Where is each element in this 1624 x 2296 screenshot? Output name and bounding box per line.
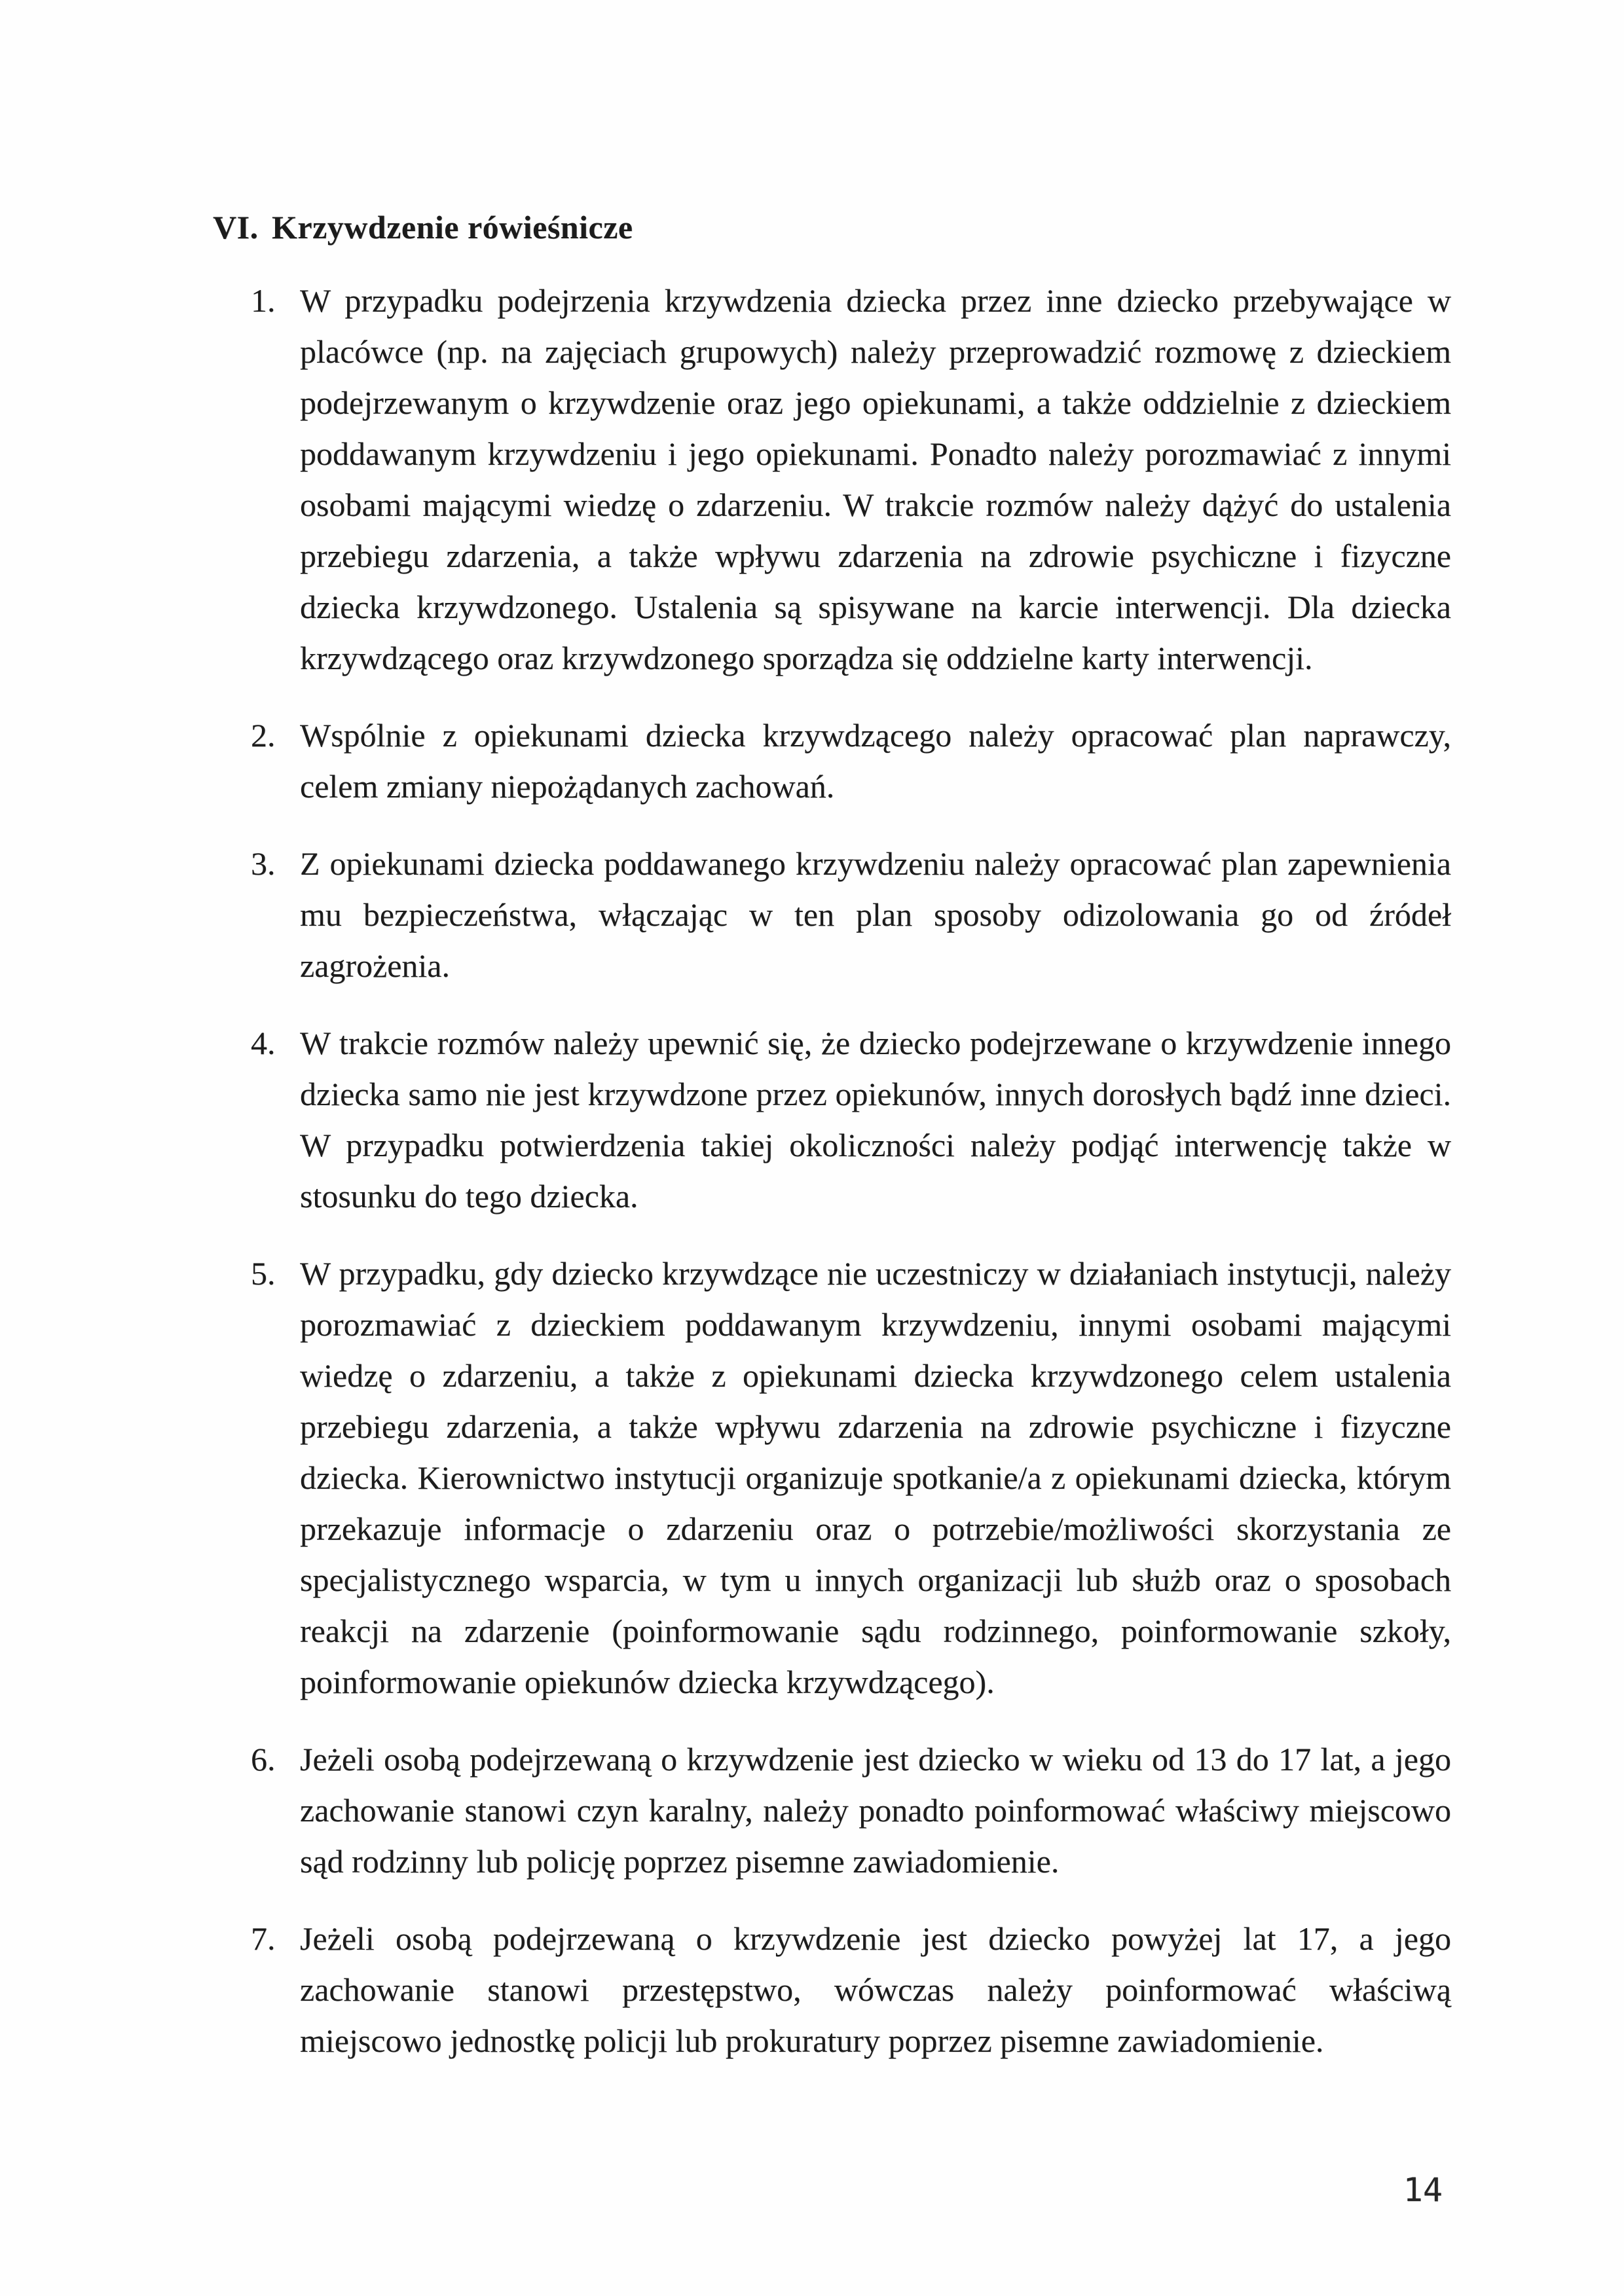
item-text: W przypadku podejrzenia krzywdzenia dziecka przez inne dziecko przebywające w placówce (np. na zajęciach grupowych) należy przeprowadzić rozmowę z dzieckiem podejrzewanym o krzywdzenie oraz jego opiekunami, a także oddzielnie z dzieckiem poddawanym krzywdzeniu i jego opiekunami. Ponadto należy porozmawiać z innymi osobami mającymi wiedzę o zdarzeniu. W trakcie rozmów należy dążyć do ustalenia przebiegu zdarzenia, a także wpływu zdarzenia na zdrowie psychiczne i fizyczne dziecka krzywdzonego. Ustalenia są spisywane na karcie interwencji. Dla dziecka krzywdzącego oraz krzywdzonego sporządza się oddzielne karty interwencji.	[300, 282, 1451, 676]
item-text: W trakcie rozmów należy upewnić się, że dziecko podejrzewane o krzywdzenie innego dziecka samo nie jest krzywdzone przez opiekunów, innych dorosłych bądź inne dzieci. W przypadku potwierdzenia takiej okoliczności należy podjąć interwencję także w stosunku do tego dziecka.	[300, 1025, 1451, 1214]
item-number: 7.	[251, 1920, 276, 1957]
item-number: 4.	[251, 1025, 276, 1061]
item-text: Wspólnie z opiekunami dziecka krzywdzącego należy opracować plan naprawczy, celem zmiany niepożądanych zachowań.	[300, 717, 1451, 805]
item-number: 5.	[251, 1255, 276, 1292]
list-item	[251, 710, 1451, 812]
section-heading	[213, 208, 633, 246]
item-number: 2.	[251, 717, 276, 754]
item-text: Z opiekunami dziecka poddawanego krzywdzeniu należy opracować plan zapewnienia mu bezpieczeństwa, włączając w ten plan sposoby odizolowania go od źródeł zagrożenia.	[300, 845, 1451, 984]
list-item	[251, 1734, 1451, 1887]
item-number: 6.	[251, 1741, 276, 1777]
item-text: W przypadku, gdy dziecko krzywdzące nie uczestniczy w działaniach instytucji, należy porozmawiać z dzieckiem poddawanym krzywdzeniu, innymi osobami mającymi wiedzę o zdarzeniu, a także z opiekunami dziecka krzywdzonego celem ustalenia przebiegu zdarzenia, a także wpływu zdarzenia na zdrowie psychiczne i fizyczne dziecka. Kierownictwo instytucji organizuje spotkanie/a z opiekunami dziecka, którym przekazuje informacje o zdarzeniu oraz o potrzebie/możliwości skorzystania ze specjalistycznego wsparcia, w tym u innych organizacji lub służb oraz o sposobach reakcji na zdarzenie (poinformowanie sądu rodzinnego, poinformowanie szkoły, poinformowanie opiekunów dziecka krzywdzącego).	[300, 1255, 1451, 1700]
list-item	[251, 1017, 1451, 1222]
page-number: 14	[1403, 2171, 1443, 2209]
list-item	[251, 838, 1451, 991]
item-text: Jeżeli osobą podejrzewaną o krzywdzenie jest dziecko powyżej lat 17, a jego zachowanie stanowi przestępstwo, wówczas należy poinformować właściwą miejscowo jednostkę policji lub prokuratury poprzez pisemne zawiadomienie.	[300, 1920, 1451, 2059]
list-item	[251, 275, 1451, 683]
list-item	[251, 1248, 1451, 1707]
item-number: 1.	[251, 282, 276, 319]
item-number: 3.	[251, 845, 276, 882]
section-number: VI.	[213, 209, 259, 246]
item-text: Jeżeli osobą podejrzewaną o krzywdzenie jest dziecko w wieku od 13 do 17 lat, a jego zachowanie stanowi czyn karalny, należy ponadto poinformować właściwy miejscowo sąd rodzinny lub policję poprzez pisemne zawiadomienie.	[300, 1741, 1451, 1880]
section-title: Krzywdzenie rówieśnicze	[272, 209, 633, 246]
list-item	[251, 1913, 1451, 2066]
numbered-list	[251, 275, 1451, 2092]
